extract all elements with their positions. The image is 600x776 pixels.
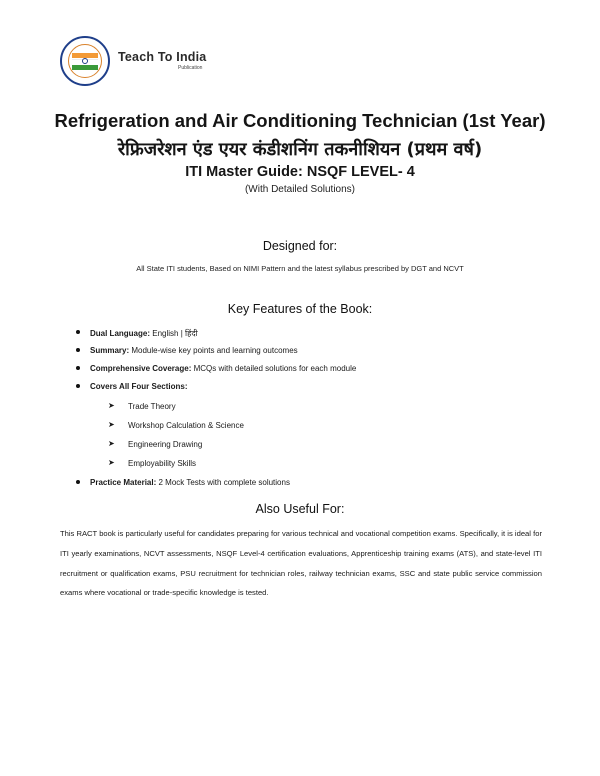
section-item — [108, 439, 203, 449]
useful-heading: Also Useful For: — [255, 502, 345, 516]
title-english: Refrigeration and Air Conditioning Technician (1st Year) — [54, 110, 546, 131]
bullet-icon — [76, 330, 80, 334]
feature-label: Summary: — [90, 346, 130, 355]
feature-item — [90, 328, 198, 339]
arrow-bullet-icon: ➤ — [108, 420, 115, 429]
arrow-bullet-icon: ➤ — [108, 439, 115, 448]
feature-text: Module-wise key points and learning outcomes — [129, 346, 298, 355]
feature-label: Practice Material: — [90, 478, 157, 487]
feature-item — [90, 364, 356, 373]
feature-label: Comprehensive Coverage: — [90, 364, 192, 373]
arrow-bullet-icon: ➤ — [108, 458, 115, 467]
section-item — [108, 420, 244, 430]
designed-heading: Designed for: — [262, 239, 338, 253]
bullet-icon — [76, 366, 80, 370]
feature-item — [90, 478, 290, 487]
feature-item — [90, 382, 188, 391]
arrow-bullet-icon: ➤ — [108, 401, 115, 410]
feature-text: 2 Mock Tests with complete solutions — [156, 478, 290, 487]
brand-name: Teach To India — [118, 50, 207, 65]
feature-label: Dual Language: — [90, 329, 151, 338]
title-hindi: रेफ्रिजरेशन एंड एयर कंडीशनिंग तकनीशियन (प्रथम वर्ष) — [117, 139, 483, 160]
guide-note: (With Detailed Solutions) — [244, 184, 356, 195]
feature-item — [90, 346, 298, 355]
bullet-icon — [76, 480, 80, 484]
feature-label: Covers All Four Sections: — [90, 382, 188, 391]
brand-subtitle: Publication — [178, 64, 203, 71]
designed-text: All State ITI students, Based on NIMI Pattern and the latest syllabus prescribed by DGT and NCVT — [136, 264, 464, 273]
section-item — [108, 458, 197, 468]
section-label: Engineering Drawing — [128, 440, 203, 449]
feature-text: MCQs with detailed solutions for each module — [191, 364, 357, 373]
guide-title: ITI Master Guide: NSQF LEVEL- 4 — [185, 164, 415, 180]
useful-paragraph: This RACT book is particularly useful for candidates preparing for various technical and vocational competition exams. Specifically, it is ideal for ITI yearly examinations, NCVT assessments, NSQF Level-4 certification evaluations, Apprenticeship training exams (ATS), and state-level ITI recruitment or qualification exams, PSU recruitment for technician roles, railway technician exams, SSC and state public service commission exams where vocational or trade-specific knowledge is tested. — [60, 529, 542, 598]
section-label: Trade Theory — [128, 402, 176, 411]
bullet-icon — [76, 348, 80, 352]
publisher-logo — [60, 36, 206, 86]
section-label: Employability Skills — [128, 459, 197, 468]
section-item — [108, 401, 176, 411]
feature-text: English | हिंदी — [150, 329, 198, 338]
features-heading: Key Features of the Book: — [227, 302, 373, 316]
bullet-icon — [76, 384, 80, 388]
section-label: Workshop Calculation & Science — [128, 421, 244, 430]
publisher-seal-icon — [60, 36, 110, 86]
